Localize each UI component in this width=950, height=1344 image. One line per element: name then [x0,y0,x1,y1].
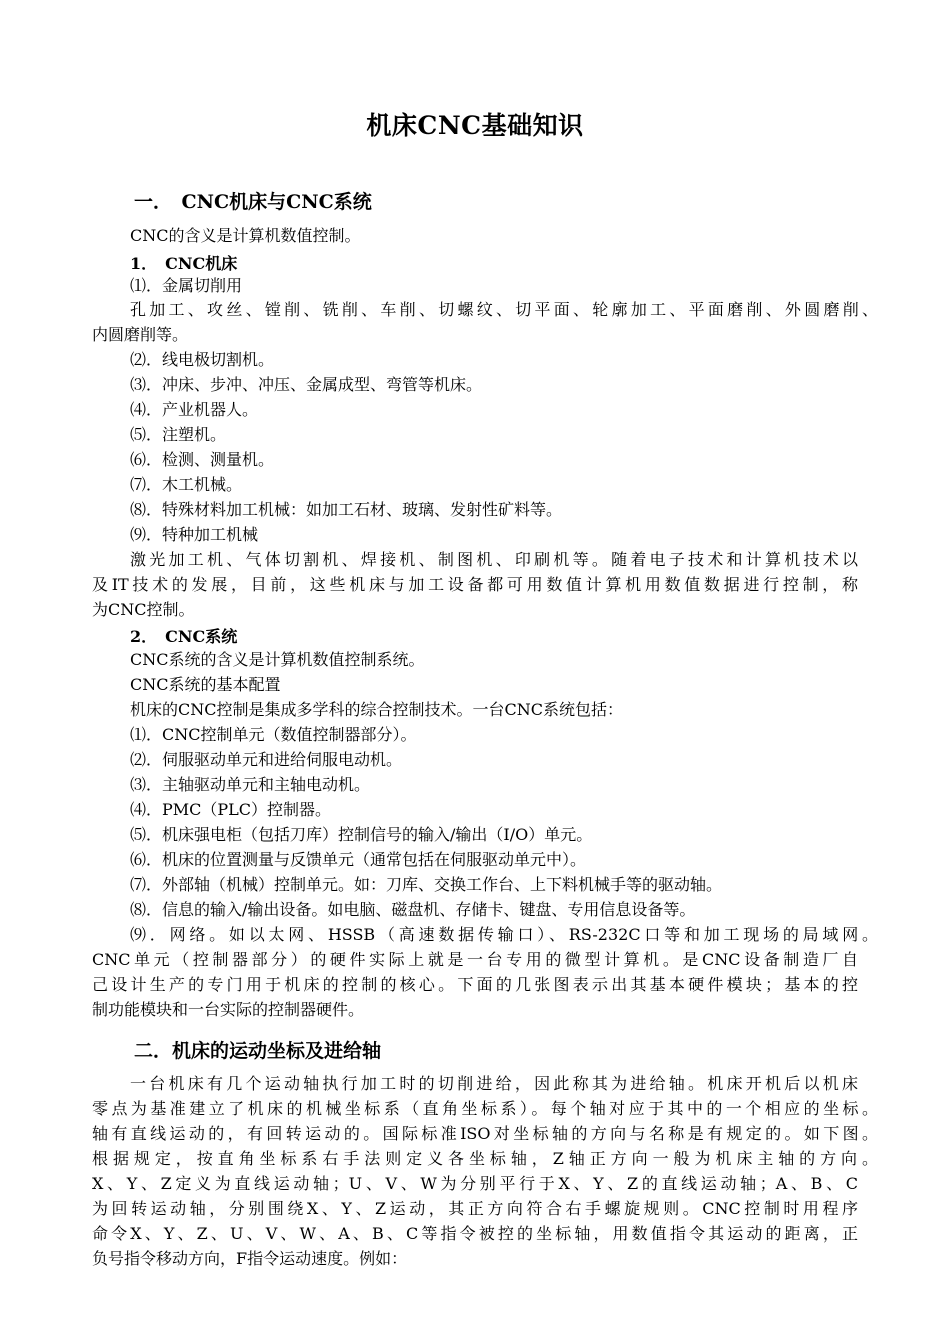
paragraph-line: 及IT技术的发展，目前，这些机床与加工设备都可用数值计算机用数值数据进行控制，称 [92,575,858,594]
list-item: ⑶．冲床、步冲、冲压、金属成型、弯管等机床。 [130,375,483,394]
list-item: ⑵．线电极切割机。 [130,350,275,369]
paragraph-line: 为回转运动轴，分别围绕X、Y、Z运动，其正方向符合右手螺旋规则。CNC控制时用程序 [92,1199,858,1218]
document-title: 机床CNC基础知识 [366,111,584,140]
paragraph-line: 为CNC控制。 [92,600,195,619]
paragraph-line: 负号指令移动方向，F指令运动速度。例如： [92,1249,408,1268]
paragraph-line: 轴有直线运动的，有回转运动的。国际标准ISO对坐标轴的方向与名称是有规定的。如下图。 [92,1124,878,1143]
list-item: ⑸．注塑机。 [130,425,227,444]
section-1-intro: CNC的含义是计算机数值控制。 [130,226,361,245]
list-item: ⑴．金属切削用 [130,276,243,295]
section-1-heading: 一． CNC机床与CNC系统 [134,191,372,213]
subsection-cnc-machine-heading: 1． CNC机床 [130,254,238,273]
paragraph-line: 制功能模块和一台实际的控制器硬件。 [92,1000,365,1019]
list-item: ⑹．检测、测量机。 [130,450,275,469]
list-item: ⑼．特种加工机械 [130,525,259,544]
list-item: ⑷．产业机器人。 [130,400,259,419]
list-item: ⑻．特殊材料加工机械：如加工石材、玻璃、发射性矿料等。 [130,500,563,519]
paragraph-line: CNC单元（控制器部分）的硬件实际上就是一台专用的微型计算机。是CNC设备制造厂自 [92,950,858,969]
paragraph-line: 激光加工机、气体切割机、焊接机、制图机、印刷机等。随着电子技术和计算机技术以 [130,550,858,569]
paragraph-line: CNC系统的含义是计算机数值控制系统。 [130,650,425,669]
list-item: ⑷．PMC（PLC）控制器。 [130,800,332,819]
paragraph-line: 内圆磨削等。 [92,325,189,344]
paragraph-line: 一台机床有几个运动轴执行加工时的切削进给，因此称其为进给轴。机床开机后以机床 [130,1074,858,1093]
list-item: ⑶．主轴驱动单元和主轴电动机。 [130,775,371,794]
list-item: ⑴．CNC控制单元（数值控制器部分）。 [130,725,417,744]
paragraph-line: 孔加工、攻丝、镗削、铣削、车削、切螺纹、切平面、轮廓加工、平面磨削、外圆磨削、 [130,300,878,319]
section-2-heading: 二．机床的运动坐标及进给轴 [134,1040,382,1062]
list-item: ⑺．木工机械。 [130,475,243,494]
list-item: ⑻．信息的输入/输出设备。如电脑、磁盘机、存储卡、键盘、专用信息设备等。 [130,900,696,919]
list-item: ⑸．机床强电柜（包括刀库）控制信号的输入/输出（I/O）单元。 [130,825,593,844]
paragraph-line: CNC系统的基本配置 [130,675,281,694]
subsection-cnc-system-heading: 2． CNC系统 [130,627,238,646]
list-item: ⑼．网络。如以太网、HSSB（高速数据传输口）、RS-232C口等和加工现场的局域网。 [130,925,878,944]
paragraph-line: 根据规定，按直角坐标系右手法则定义各坐标轴，Z轴正方向一般为机床主轴的方向。 [92,1149,878,1168]
paragraph-line: 机床的CNC控制是集成多学科的综合控制技术。一台CNC系统包括： [130,700,623,719]
list-item: ⑺．外部轴（机械）控制单元。如：刀库、交换工作台、上下料机械手等的驱动轴。 [130,875,723,894]
paragraph-line: 零点为基准建立了机床的机械坐标系（直角坐标系）。每个轴对应于其中的一个相应的坐标。 [92,1099,878,1118]
paragraph-line: 己设计生产的专门用于机床的控制的核心。下面的几张图表示出其基本硬件模块；基本的控 [92,975,858,994]
paragraph-line: X、Y、Z定义为直线运动轴；U、V、W为分别平行于X、Y、Z的直线运动轴；A、B、C [92,1174,858,1193]
paragraph-line: 命令X、Y、Z、U、V、W、A、B、C等指令被控的坐标轴，用数值指令其运动的距离，正 [92,1224,858,1243]
list-item: ⑹．机床的位置测量与反馈单元（通常包括在伺服驱动单元中）。 [130,850,587,869]
list-item: ⑵．伺服驱动单元和进给伺服电动机。 [130,750,403,769]
